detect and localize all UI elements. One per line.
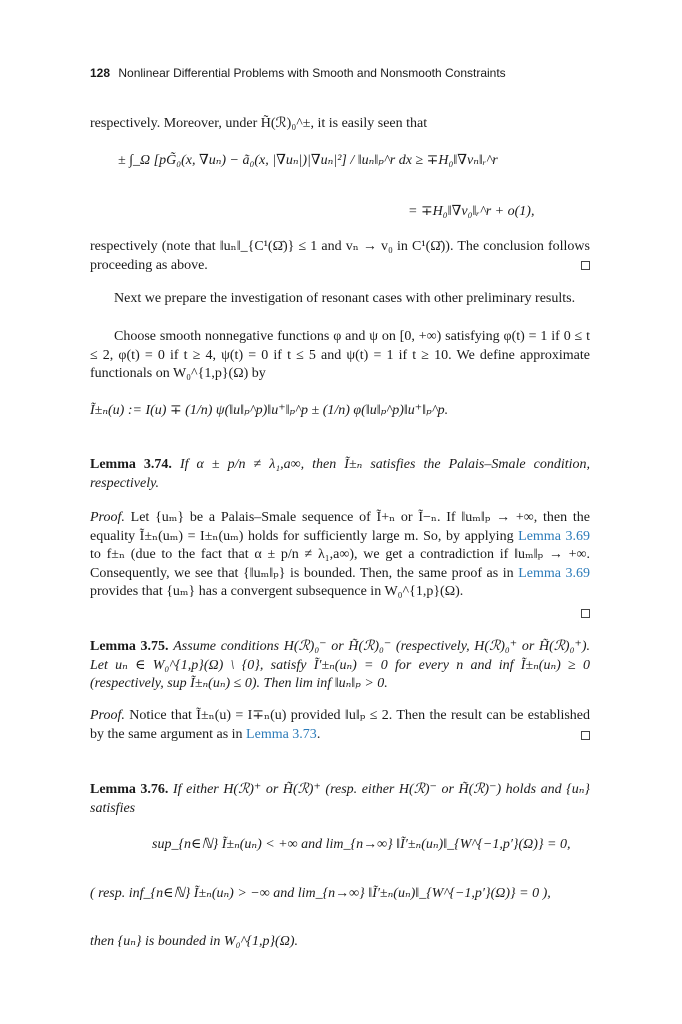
proof-3-75 [90,707,590,744]
paragraph-note-text: respectively (note that ‖uₙ‖_{C¹(Ω̄)} ≤ 1 and vₙ → v₀ in C¹(Ω̄)). The conclusion follows proceeding as above. [90,239,590,273]
equation-inf-condition: ( resp. inf_{n∈ℕ} Ĩ±ₙ(uₙ) > −∞ and lim_{n→∞} ‖Ĩ′±ₙ(uₙ)‖_{W^{−1,p′}(Ω)} = 0 ), [90,886,551,901]
lemma-statement: If α ± p/n ≠ λ₁,a∞, then Ĩ±ₙ satisfies the Palais–Smale condition, respectively. [90,457,590,491]
lemma-label: Lemma 3.76. [90,782,169,797]
intro-line: respectively. Moreover, under H̃(ℛ)₀^±, it is easily seen that [90,116,428,131]
lemma-3-74 [90,456,590,493]
proof-label: Proof. [90,510,125,525]
proof-label: Proof. [90,708,125,723]
lemma-link[interactable]: Lemma 3.73 [246,726,317,742]
paragraph-resonant: Next we prepare the investigation of resonant cases with other preliminary results. [114,291,576,306]
conclusion-line: then {uₙ} is bounded in W₀^{1,p}(Ω). [90,934,298,949]
equation-1-line-1: ± ∫_Ω [pG̃₀(x, ∇uₙ) − ã₀(x, |∇uₙ|)|∇uₙ|²] / ‖uₙ‖ₚ^r dx ≥ ∓H₀‖∇vₙ‖ᵣ^r [118,153,498,168]
proof-text: provides that {uₘ} has a convergent subsequence in W₀^{1,p}(Ω). [90,584,464,599]
proof-text: . [316,726,321,742]
lemma-3-75 [90,638,590,694]
paragraph-functions: Choose smooth nonnegative functions φ and ψ on [0, +∞) satisfying φ(t) = 1 if 0 ≤ t ≤ 2, φ(t) = 0 if t ≥ 4, ψ(t) = 0 if t ≤ 5 and ψ(t) = 1 if t ≥ 10. We define approximate functionals on W₀^{1,p}(Ω) by [90,329,591,381]
running-title: Nonlinear Differential Problems with Smooth and Nonsmooth Constraints [118,66,506,80]
lemma-link[interactable]: Lemma 3.69 [518,565,590,581]
running-header [90,66,506,80]
qed-square [581,731,590,740]
lemma-link[interactable]: Lemma 3.69 [518,528,590,544]
qed-square [581,609,590,618]
paragraph-note [90,238,590,275]
equation-approx-functional: Ĩ±ₙ(u) := I(u) ∓ (1/n) ψ(‖u‖ₚ^p)‖u⁺‖ₚ^p ± (1/n) φ(‖u‖ₚ^p)‖u⁺‖ₚ^p. [90,403,449,418]
proof-text: Notice that Ĩ±ₙ(u) = I∓ₙ(u) provided ‖u‖ₚ ≤ 2. Then the result can be established by the same argument as in [90,708,591,742]
proof-3-74 [90,509,590,602]
lemma-statement: If either H(ℛ)⁺ or H̃(ℛ)⁺ (resp. either H(ℛ)⁻ or H̃(ℛ)⁻) holds and {uₙ} satisfies [90,782,591,816]
equation-sup-condition: sup_{n∈ℕ} Ĩ±ₙ(uₙ) < +∞ and lim_{n→∞} ‖Ĩ′±ₙ(uₙ)‖_{W^{−1,p′}(Ω)} = 0, [152,837,571,852]
proof-text: Let {uₘ} be a Palais–Smale sequence of Ĩ+ₙ or Ĩ−ₙ. If ‖uₘ‖ₚ → +∞, then the equality Ĩ±ₙ(uₘ) = I±ₙ(uₘ) holds for sufficiently large m. So, by applying [90,510,591,544]
book-page [90,0,590,1024]
proof-text: to f±ₙ (due to the fact that α ± p/n ≠ λ₁,a∞), we get a contradiction if ‖uₘ‖ₚ → +∞. Consequently, we see that {‖uₘ‖ₚ} is bounded. Then, the same proof as in [90,547,590,581]
page-number: 128 [90,66,111,80]
lemma-label: Lemma 3.74. [90,457,172,472]
qed-square [581,261,590,270]
lemma-label: Lemma 3.75. [90,639,169,654]
equation-1-line-2: = ∓H₀‖∇v₀‖ᵣ^r + o(1), [408,204,535,219]
lemma-3-76 [90,781,590,818]
lemma-statement: Assume conditions H(ℛ)₀⁻ or H̃(ℛ)₀⁻ (respectively, H(ℛ)₀⁺ or H̃(ℛ)₀⁺). Let uₙ ∈ W₀^{1,p}(Ω) \ {0}, satisfy Ĩ′±ₙ(uₙ) = 0 for every n and inf Ĩ±ₙ(uₙ) ≥ 0 (respectively, sup Ĩ±ₙ(uₙ) ≤ 0). Then lim inf ‖uₙ‖ₚ > 0. [90,639,591,691]
